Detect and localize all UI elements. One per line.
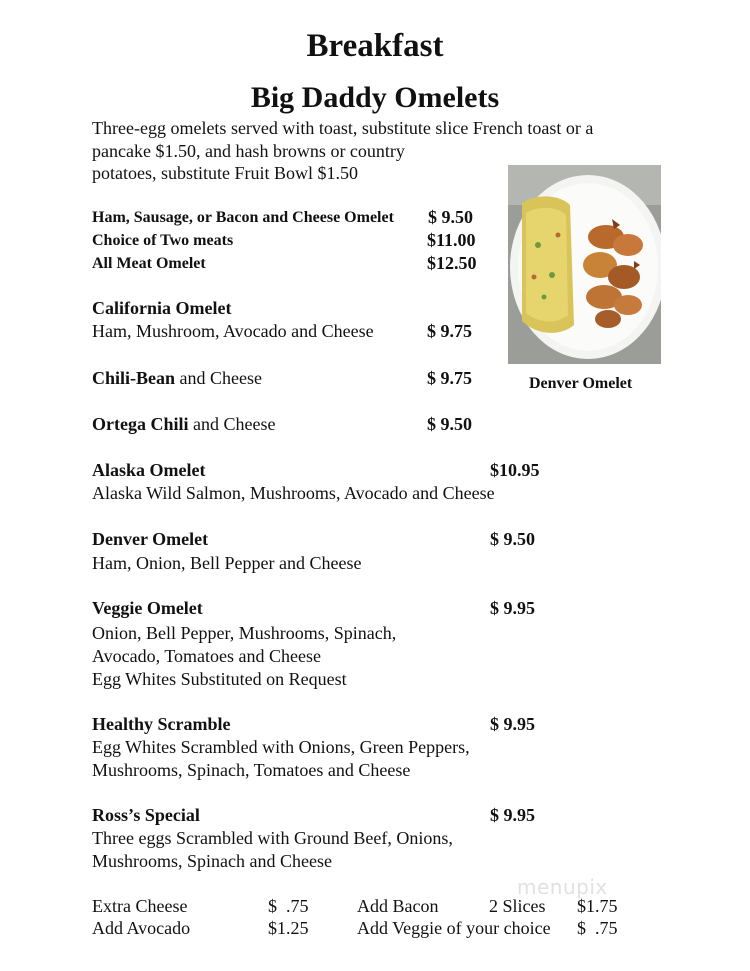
addon-price: $ .75 [577,918,618,938]
omelet-plate-photo [508,165,661,364]
item-name: Healthy Scramble [92,714,231,734]
item-name: Denver Omelet [92,529,209,549]
watermark-logo: menupix [517,875,608,899]
menu-item-chili-bean [92,368,262,389]
intro-line: pancake $1.50, and hash browns or country [92,140,405,161]
item-name: Chili-Bean [92,368,176,388]
item-price: $ 9.95 [490,714,535,734]
item-description: Ham, Onion, Bell Pepper and Cheese [92,553,362,573]
intro-line: Three-egg omelets served with toast, substitute slice French toast or a [92,118,594,138]
item-name: All Meat Omelet [92,255,206,272]
item-price: $11.00 [427,230,476,250]
item-name: Ortega Chili [92,414,189,434]
section-title: Big Daddy Omelets [250,81,500,114]
item-price: $ 9.95 [490,805,535,825]
addon-label: Add Avocado [92,918,191,938]
item-description: Egg Whites Scrambled with Onions, Green Peppers, [92,737,470,757]
addon-price: $ .75 [268,896,309,916]
addon-label: Add Bacon [357,896,439,916]
page-title: Breakfast [306,28,444,64]
item-price: $ 9.50 [490,529,535,549]
item-price: $10.95 [490,460,540,480]
item-description: Egg Whites Substituted on Request [92,669,347,689]
photo-illustration [508,165,661,364]
item-price: $ 9.75 [427,321,472,341]
item-name: Veggie Omelet [92,598,203,618]
item-suffix: and Cheese [175,368,262,388]
item-price: $ 9.75 [427,368,472,388]
item-description: Ham, Mushroom, Avocado and Cheese [92,321,374,341]
addon-label: Add Veggie of your choice [357,918,551,938]
item-price: $ 9.50 [428,207,473,227]
menu-item-ortega [92,414,275,435]
item-description: Three eggs Scrambled with Ground Beef, Onions, [92,828,453,848]
item-description: Avocado, Tomatoes and Cheese [92,646,322,666]
item-name: Ross’s Special [92,805,200,825]
item-price: $12.50 [427,253,477,273]
addon-label: Extra Cheese [92,896,188,916]
item-price: $ 9.95 [490,598,535,618]
item-price: $ 9.50 [427,414,472,434]
item-suffix: and Cheese [188,414,276,434]
item-description: Onion, Bell Pepper, Mushrooms, Spinach, [92,623,397,643]
photo-caption: Denver Omelet [529,375,633,392]
item-description: Alaska Wild Salmon, Mushrooms, Avocado and Cheese [92,483,495,503]
item-description: Mushrooms, Spinach and Cheese [92,851,332,871]
addon-price: $1.25 [268,918,309,938]
item-name: California Omelet [92,298,232,318]
addon-price: $1.75 [577,896,618,916]
addon-qty: 2 Slices [489,896,546,916]
item-name: Ham, Sausage, or Bacon and Cheese Omelet [92,209,394,226]
item-name: Alaska Omelet [92,460,206,480]
item-description: Mushrooms, Spinach, Tomatoes and Cheese [92,760,411,780]
intro-line: potatoes, substitute Fruit Bowl $1.50 [92,163,359,183]
item-name: Choice of Two meats [92,232,234,249]
